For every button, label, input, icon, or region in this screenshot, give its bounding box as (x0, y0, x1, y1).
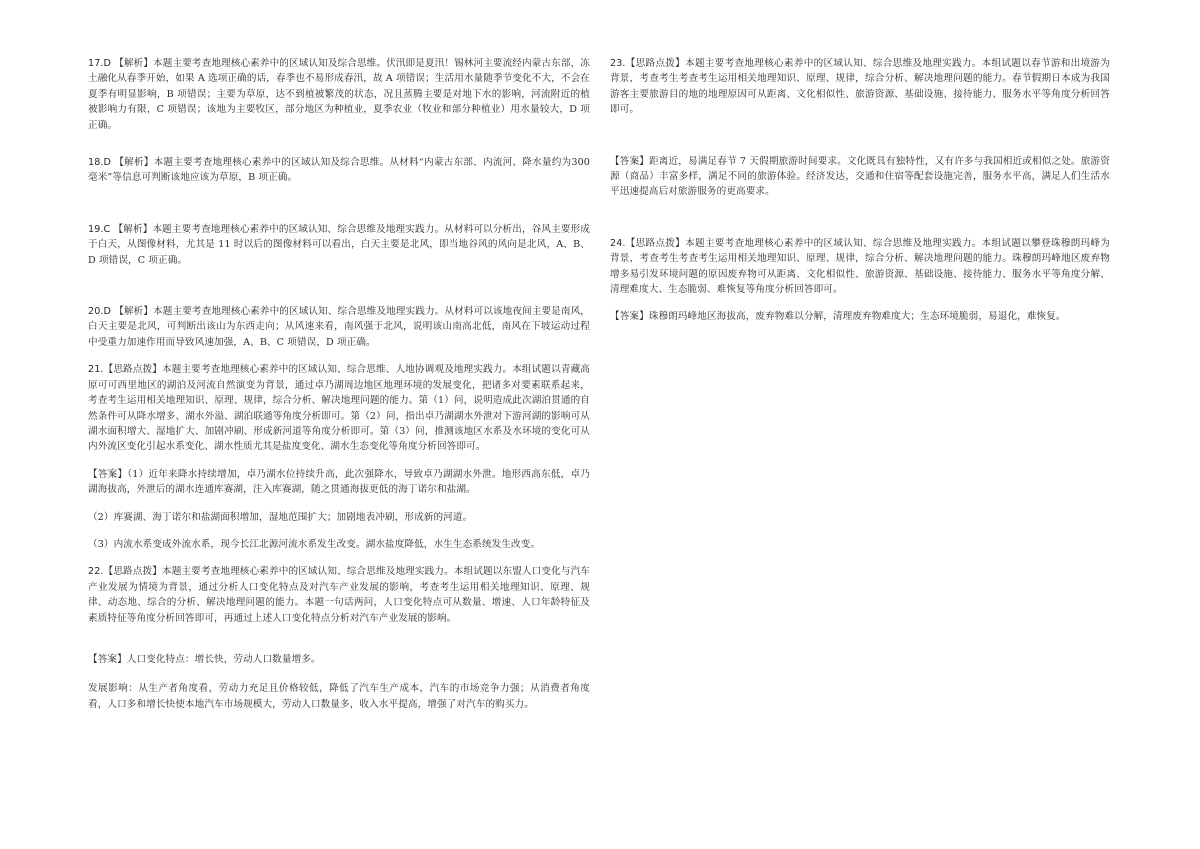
answer-23 (610, 154, 1110, 200)
paragraph-text: 【思路点拨】本题主要考查地理核心素养中的区域认知、综合思维及地理实践力。本组试题以东盟人口变化与汽车产业发展为情境为背景，通过分析人口变化特点及对汽车产业发展的影响，考查考生运用相关地理知识、原理、规律、动态地、综合的分析、解决地理问题的能力。本题一句话两问，人口变化特点可从数量、增速、人口年龄特征及素质特征等角度分析回答即可，再通过上述人口变化特点分析对汽车产业发展的影响。 (88, 566, 590, 624)
paragraph-text: 【解析】本题主要考查地理核心素养中的区域认知、综合思维及地理实践力。从材料可以分析出，谷风主要形成于白天，从图像材料，尤其是 11 时以后的图像材料可以看出，白天主要是北风，即当地谷风的风向是北风，A、B、D 项错误，C 项正确。 (88, 223, 590, 266)
paragraph-text: 【思路点拨】本题主要考查地理核心素养中的区域认知、综合思维、人地协调观及地理实践力。本组试题以青藏高原可可西里地区的湖泊及河流自然演变为背景，通过卓乃湖周边地区地理环境的发展变化，把诸多对要素联系起来，考查考生运用相关地理知识、原理、规律，综合分析、解决地理问题的能力。第（1）问，说明造成此次湖泊贯通的自然条件可从降水增多、湖水外溢、湖泊联通等角度分析即可。第（2）问，指出卓乃湖湖水外泄对下游河湖的影响可从湖水面积增大、湿地扩大、加剧冲刷、形成新河道等角度分析即可。第（3）问，推测该地区水系及水环境的变化可从内外流区变化引起水系变化、湖水性质尤其是盐度变化、湖水生态变化等角度分析回答即可。 (88, 364, 590, 453)
answer-24 (610, 309, 1110, 324)
question-number: 20.D (88, 306, 112, 318)
paragraph-text: 【答案】距离近，易满足春节 7 天假期旅游时间要求。文化既具有独特性，又有许多与我国相近或相似之处。旅游资源（商品）丰富多样，满足不同的旅游体验。经济发达，交通和住宿等配套设施完善，服务水平高，满足人们生活水平迅速提高后对旅游服务的更高要求。 (610, 155, 1110, 198)
right-column (610, 56, 1110, 325)
paragraph-text: （2）库赛湖、海丁诺尔和盐湖面积增加，湿地范围扩大；加剧地表冲刷，形成新的河道。 (88, 511, 473, 523)
question-number: 18.D (88, 157, 112, 169)
left-column (88, 56, 590, 712)
question-number: 19.C (88, 223, 111, 235)
answer-21-part-2 (88, 510, 590, 525)
question-number: 21. (88, 364, 104, 376)
question-number: 24. (610, 237, 626, 249)
paragraph-17 (88, 56, 590, 133)
paragraph-text: 【答案】珠穆朗玛峰地区海拔高，废弃物难以分解，清理废弃物难度大；生态环境脆弱，易退化，难恢复。 (610, 311, 1066, 323)
paragraph-24 (610, 236, 1110, 298)
paragraph-19 (88, 222, 590, 268)
paragraph-text: （3）内流水系变成外流水系，现今长江北源河流水系发生改变。湖水盐度降低，水生生态系统发生改变。 (88, 538, 541, 550)
paragraph-text: 【答案】人口变化特点：增长快，劳动人口数量增多。 (88, 653, 321, 665)
paragraph-text: 发展影响：从生产者角度看，劳动力充足且价格较低，降低了汽车生产成本，汽车的市场竞争力强；从消费者角度看，人口多和增长快使本地汽车市场规模大，劳动人口数量多，收入水平提高，增强了对汽车的购买力。 (88, 683, 590, 710)
answer-22 (88, 652, 590, 667)
answer-22-impact (88, 681, 590, 712)
paragraph-text: 【解析】本题主要考查地理核心素养中的区域认知、综合思维及地理实践力。从材料可以该地夜间主要是南风，白天主要是北风，可判断出该山为东西走向；从风速来看，南风强于北风，说明该山南高北低，南风在下坡运动过程中受重力加速作用而导致风速加强，A、B、C 项错误，D 项正确。 (88, 306, 590, 348)
paragraph-text: 【思路点拨】本题主要考查地理核心素养中的区域认知、综合思维及地理实践力。本组试题以春节游和出境游为背景，考查考生考查考生运用相关地理知识、原理、规律，综合分析、解决地理问题的能力。春节假期日本成为我国游客主要旅游目的地的地理原因可从距离、文化相似性、旅游资源、基础设施、接待能力、服务水平等角度分析回答即可。 (610, 58, 1110, 116)
paragraph-23 (610, 56, 1110, 118)
paragraph-22 (88, 564, 590, 626)
question-number: 17.D (88, 58, 112, 69)
question-number: 22. (88, 566, 104, 578)
paragraph-text: 【答案】（1）近年来降水持续增加，卓乃湖水位持续升高，此次强降水，导致卓乃湖湖水外泄。地形西高东低，卓乃湖海拔高，外泄后的湖水连通库赛湖，注入库赛湖，随之贯通海拔更低的海丁诺尔和盐湖。 (88, 468, 590, 496)
question-number: 23. (610, 58, 626, 69)
paragraph-text: 【解析】本题主要考查地理核心素养中的区域认知及综合思维。从材料“内蒙古东部、内流河、降水量约为300 毫米”等信息可判断该地应该为草原，B 项正确。 (88, 157, 590, 184)
paragraph-text: 【解析】本题主要考查地理核心素养中的区域认知及综合思维。伏汛即是夏汛！锡林河主要流经内蒙古东部，冻土融化从春季开始，如果 A 选项正确的话，春季也不易形成春汛，故 A 项错误；生活用水量随季节变化不大，不会在夏季有明显影响，B 项错误；主要为草原，达不到植被繁茂的状态，况且蒸腾主要是对地下水的影响，河流附近的植被影响力有限，C 项错误；该地为主要牧区，部分地区为种植业，夏季农业（牧业和部分种植业）用水量较大，D 项正确。 (88, 58, 590, 131)
answer-21 (88, 467, 590, 498)
paragraph-18 (88, 155, 590, 186)
paragraph-21 (88, 362, 590, 454)
paragraph-20 (88, 304, 590, 350)
answer-21-part-3 (88, 537, 590, 552)
paragraph-text: 【思路点拨】本题主要考查地理核心素养中的区域认知、综合思维及地理实践力。本组试题以攀登珠穆朗玛峰为背景，考查考生考查考生运用相关地理知识、原理、规律，综合分析、解决地理问题的能力。珠穆朗玛峰地区废弃物增多易引发环境问题的原因废弃物可从距离、文化相似性、旅游资源、基础设施、接待能力、服务水平等角度分解、清理难度大、生态脆弱、难恢复等角度分析回答即可。 (610, 237, 1110, 296)
